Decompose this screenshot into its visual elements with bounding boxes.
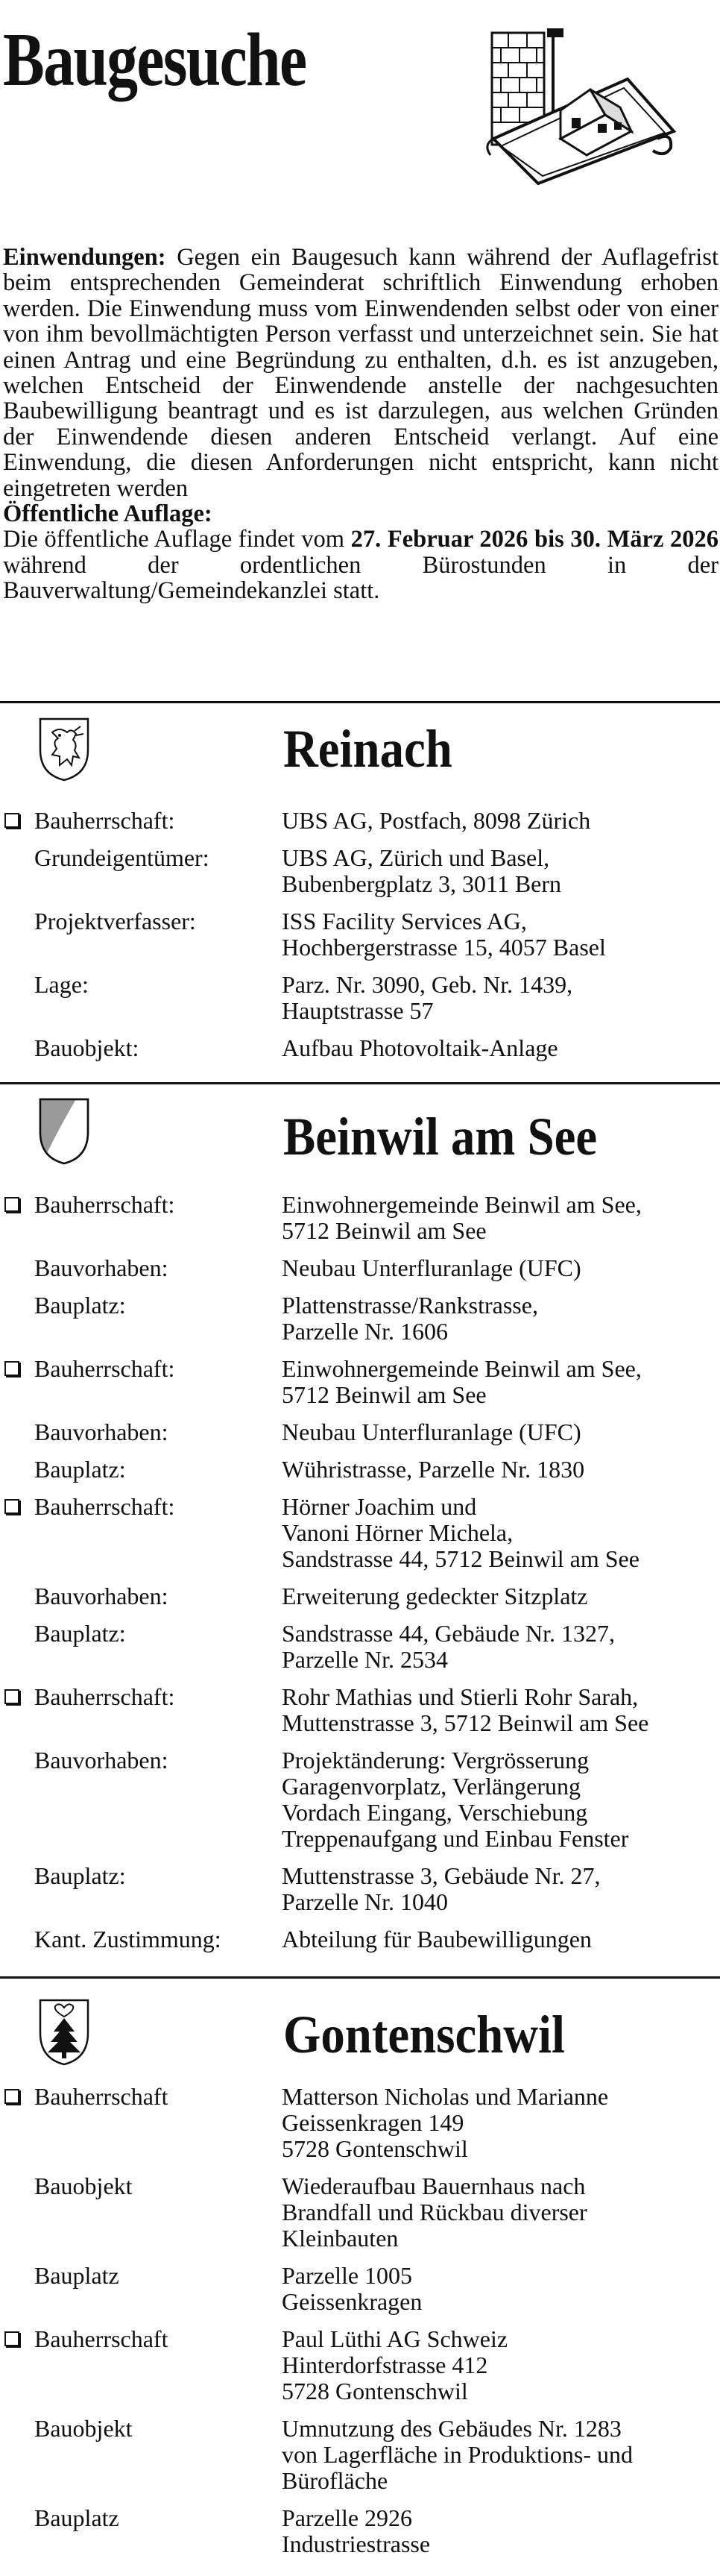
- entry-row: [0, 2505, 720, 2557]
- entry-row: [0, 1356, 720, 1408]
- entry-value: Projektänderung: Vergrösserung Garagenvorplatz, Verlängerung Vordach Eingang, Verschiebung Treppenaufgang und Einbau Fenster: [282, 1747, 629, 1852]
- checkbox-icon: [4, 1499, 19, 1514]
- entry-key: [0, 1292, 282, 1345]
- section-divider: [0, 701, 720, 703]
- entry-key: [0, 2505, 282, 2557]
- checkbox-icon: [4, 813, 19, 828]
- entry-row: [0, 1494, 720, 1572]
- entry-value: Neubau Unterfluranlage (UFC): [282, 1419, 581, 1445]
- checkbox-icon: [4, 1197, 19, 1212]
- entry-key-label: Bauobjekt: [34, 2173, 133, 2199]
- entry-value: Rohr Mathias und Stierli Rohr Sarah, Muttenstrasse 3, 5712 Beinwil am See: [282, 1683, 649, 1736]
- entry-key: [0, 908, 282, 961]
- entry-key: [0, 1684, 282, 1736]
- entry-row: [0, 845, 720, 897]
- house-plan-illustration-icon: [479, 27, 680, 186]
- entry-key-label: Lage:: [34, 971, 89, 998]
- entry-key-label: Bauplatz: [34, 2262, 119, 2289]
- entry-value: Parz. Nr. 3090, Geb. Nr. 1439, Hauptstrasse 57: [282, 971, 573, 1024]
- auflage-paragraph: [3, 527, 719, 603]
- entry-value: Wühristrasse, Parzelle Nr. 1830: [282, 1456, 585, 1483]
- entry-row: [0, 1863, 720, 1915]
- diagonal-shield-crest-icon: [37, 1096, 91, 1165]
- section-title-gontenschwil: Gontenschwil: [283, 2005, 566, 2064]
- entry-key-label: Bauplatz:: [34, 1292, 126, 1319]
- entry-key-label: Bauplatz: [34, 2504, 119, 2531]
- entry-key: [0, 1926, 282, 1953]
- entry-key-label: Kant. Zustimmung:: [34, 1926, 221, 1953]
- entry-key-label: Bauherrschaft:: [34, 1493, 175, 1520]
- page-title: Baugesuche: [3, 18, 306, 102]
- einwendungen-paragraph: [3, 245, 719, 501]
- einwendungen-text: Gegen ein Baugesuch kann während der Auflagefrist beim entsprechenden Gemeinderat schriftlich Einwendung erhoben werden. Die Einwendung muss vom Einwendenden selbst oder von einer von ihm bevollmächtigten Person verfasst und unterzeichnet sein. Sie hat einen Antrag und eine Begründung zu enthalten, d.h. es ist anzugeben, welchen Entscheid der Einwendende anstelle der nachgesuchten Baubewilligung beantragt und es ist darzulegen, aus welchen Gründen der Einwendende diesen anderen Entscheid verlangt. Auf eine Einwendung, die diesen Anforderungen nicht entspricht, kann nicht eingetreten werden: [3, 244, 719, 502]
- entry-value: Paul Lüthi AG Schweiz Hinterdorfstrasse 412 5728 Gontenschwil: [282, 2325, 508, 2404]
- entry-value: Aufbau Photovoltaik-Anlage: [282, 1034, 558, 1061]
- entry-row: [0, 2416, 720, 2494]
- entry-key: [0, 1035, 282, 1061]
- entry-key: [0, 2173, 282, 2252]
- checkbox-icon: [4, 2331, 19, 2346]
- auflage-post: während der ordentlichen Bürostunden in der Bauverwaltung/Gemeindekanzlei statt.: [3, 551, 719, 605]
- auflage-pre: Die öffentliche Auflage findet vom: [3, 526, 351, 553]
- entry-row: [0, 1255, 720, 1281]
- entry-key: [0, 2084, 282, 2162]
- entry-row: [0, 1035, 720, 1061]
- entry-key-label: Bauherrschaft: [34, 2083, 168, 2110]
- entry-key: [0, 808, 282, 834]
- entry-value: UBS AG, Zürich und Basel, Bubenbergplatz 3, 3011 Bern: [282, 844, 562, 897]
- entry-value: Einwohnergemeinde Beinwil am See, 5712 Beinwil am See: [282, 1191, 642, 1244]
- entry-value: Matterson Nicholas und Marianne Geissenkragen 149 5728 Gontenschwil: [282, 2083, 609, 2162]
- entry-value: Wiederaufbau Bauernhaus nach Brandfall und Rückbau diverser Kleinbauten: [282, 2173, 587, 2252]
- entry-key-label: Bauvorhaben:: [34, 1419, 168, 1445]
- entry-key: [0, 845, 282, 897]
- entry-value: Plattenstrasse/Rankstrasse, Parzelle Nr. 1606: [282, 1292, 538, 1345]
- entry-key-label: Bauobjekt: [34, 2415, 133, 2442]
- entry-key: [0, 2326, 282, 2404]
- entry-key-label: Bauvorhaben:: [34, 1747, 168, 1774]
- entry-row: [0, 1747, 720, 1852]
- section-entries-reinach: [0, 808, 720, 1061]
- entry-key: [0, 1494, 282, 1572]
- entry-key: [0, 1863, 282, 1915]
- entry-value: Einwohnergemeinde Beinwil am See, 5712 Beinwil am See: [282, 1355, 642, 1408]
- lion-crest-icon: [37, 716, 91, 782]
- entry-key-label: Grundeigentümer:: [34, 844, 209, 871]
- entry-key-label: Bauobjekt:: [34, 1034, 139, 1061]
- entry-row: [0, 2326, 720, 2404]
- entry-key: [0, 1747, 282, 1852]
- entry-key-label: Bauplatz:: [34, 1620, 126, 1647]
- entry-key-label: Bauherrschaft:: [34, 1191, 175, 1218]
- entry-row: [0, 1621, 720, 1673]
- entry-value: Umnutzung des Gebäudes Nr. 1283 von Lagerfläche in Produktions- und Bürofläche: [282, 2415, 633, 2494]
- entry-key: [0, 1621, 282, 1673]
- entry-row: [0, 972, 720, 1024]
- entry-key-label: Bauherrschaft:: [34, 1683, 175, 1710]
- entry-value: Parzelle 2926 Industriestrasse: [282, 2504, 431, 2557]
- entry-key: [0, 1356, 282, 1408]
- section-title-reinach: Reinach: [283, 719, 452, 779]
- entry-row: [0, 2263, 720, 2315]
- entry-key-label: Bauherrschaft:: [34, 1355, 175, 1382]
- entry-key: [0, 972, 282, 1024]
- entry-value: Sandstrasse 44, Gebäude Nr. 1327, Parzelle Nr. 2534: [282, 1620, 616, 1673]
- entry-row: [0, 1684, 720, 1736]
- entry-value: Erweiterung gedeckter Sitzplatz: [282, 1583, 588, 1609]
- section-divider: [0, 1976, 720, 1979]
- entry-row: [0, 1457, 720, 1483]
- entry-row: [0, 908, 720, 961]
- entry-key-label: Bauvorhaben:: [34, 1254, 168, 1281]
- checkbox-icon: [4, 1361, 19, 1376]
- entry-row: [0, 2084, 720, 2162]
- einwendungen-label: Einwendungen:: [3, 244, 166, 271]
- entry-key: [0, 2416, 282, 2494]
- entry-key-label: Bauherrschaft:: [34, 807, 175, 834]
- intro-notice: [3, 245, 719, 604]
- entry-key: [0, 2263, 282, 2315]
- entry-row: [0, 1926, 720, 1953]
- entry-key: [0, 1583, 282, 1609]
- entry-value: Hörner Joachim und Vanoni Hörner Michela, Sandstrasse 44, 5712 Beinwil am See: [282, 1493, 640, 1572]
- entry-value: Muttenstrasse 3, Gebäude Nr. 27, Parzelle Nr. 1040: [282, 1862, 601, 1915]
- entry-value: Abteilung für Baubewilligungen: [282, 1926, 592, 1953]
- entry-key-label: Bauvorhaben:: [34, 1583, 168, 1609]
- entry-row: [0, 1419, 720, 1445]
- entry-key: [0, 1419, 282, 1445]
- checkbox-icon: [4, 1689, 19, 1704]
- auflage-heading: Öffentliche Auflage:: [3, 500, 212, 528]
- entry-value: ISS Facility Services AG, Hochbergerstrasse 15, 4057 Basel: [282, 908, 606, 961]
- section-divider: [0, 1082, 720, 1084]
- entry-key-label: Bauplatz:: [34, 1456, 126, 1483]
- section-entries-gontenschwil: [0, 2084, 720, 2557]
- checkbox-icon: [4, 2089, 19, 2104]
- section-entries-beinwil-am-see: [0, 1192, 720, 1953]
- tree-heart-crest-icon: [37, 1997, 91, 2066]
- entry-key: [0, 1457, 282, 1483]
- entry-value: Parzelle 1005 Geissenkragen: [282, 2262, 423, 2315]
- entry-value: UBS AG, Postfach, 8098 Zürich: [282, 807, 591, 834]
- entry-key-label: Bauherrschaft: [34, 2325, 168, 2352]
- entry-row: [0, 2173, 720, 2252]
- entry-key: [0, 1255, 282, 1281]
- entry-row: [0, 1292, 720, 1345]
- entry-key: [0, 1192, 282, 1244]
- entry-key-label: Bauplatz:: [34, 1862, 126, 1889]
- entry-key-label: Projektverfasser:: [34, 908, 196, 934]
- entry-value: Neubau Unterfluranlage (UFC): [282, 1254, 581, 1281]
- entry-row: [0, 808, 720, 834]
- section-title-beinwil-am-see: Beinwil am See: [283, 1107, 598, 1166]
- entry-row: [0, 1192, 720, 1244]
- entry-row: [0, 1583, 720, 1609]
- auflage-dates: 27. Februar 2026 bis 30. März 2026: [350, 526, 719, 553]
